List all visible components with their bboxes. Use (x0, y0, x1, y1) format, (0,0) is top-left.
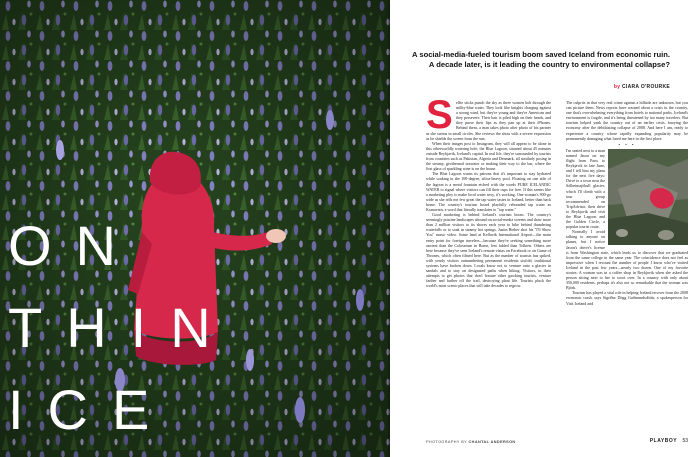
body-paragraph: Normally I avoid talking to anyone on planes, but I notice Jason's driver's license is from Washington state, which leads us to discover that we graduated from the same college in the same year. The coincidence does not feel as impressive when I recount the number of people I know who've visited Iceland in the past few years—nearly two dozen. One of my favorite stories: A woman was in a coffee shop in Reykjavik when she asked the person sitting next to her to scoot over. In a country with only about 350,000 residents, perhaps it's also not so remarkable that the woman was Björk. (566, 229, 688, 291)
body-paragraph: The culprits in that very real crime against a hillside are unknown, but you can picture them. News reports have warned about a crisis in the country, one that's overwhelming everything from hotels to national parks. Iceland's environment is fragile, and it's being threatened by too many travelers. But tourism helped yank the country out of an earlier crisis, buoying the economy after the debilitating collapse of 2008. And here I am, ready to experience a country whose rapidly expanding popularity may be permanently damaging what lured me here in the first place. (566, 100, 688, 141)
body-paragraph: Tourism has played a vital role in helping Iceland recover from the 2008 economic crash, says Sigríður Dögg Guðmundsdóttir, a spokesperson for Visit Iceland and (566, 290, 688, 306)
title-line-1: ON (8, 214, 140, 277)
body-paragraph: Good marketing is behind Iceland's tourism boom. The country's seemingly pristine landscapes abound on social-media screens and draw more than 2 million visitors to its shores each year to hike behind thundering waterfalls or to soak in steamy hot springs. Justin Bieber shot his "I'll Show You" music video. Some land at Keflavik International Airport—the main entry point for foreign travelers—because they're seeking something more ancient than the Colosseum in Rome, less fabled than Tolkien. Others are here because they've seen Iceland's remote vistas on Facebook or on Game of Thrones, which often filmed here. But as the number of tourists has spiked, with yearly visitors outnumbering permanent residents sixfold, traditional systems have broken down. Locals know not to venture onto a glacier in sandals and to stay on designated paths when hiking. Visitors, in their attempts to get photos that don't feature other gawking tourists, venture farther and farther off the trail, destroying plant life. Tourists pluck the world's most scenic places that will take decades to regrow. (426, 212, 551, 289)
byline-author: CIARA O'ROURKE (622, 84, 670, 90)
byline (490, 84, 670, 90)
page-folio (650, 438, 688, 444)
inset-photo-rocks-and-red-figure (608, 149, 688, 245)
body-column-right (566, 100, 688, 306)
title-line-3: ICE (8, 378, 174, 441)
photo-credit (426, 440, 516, 444)
body-paragraph: When their images post to Instagram, they will all appear to be alone in this otherworldly watering hole, the Blue Lagoon, situated about 45 minutes outside Reykjavik, Iceland's capital. In real life, they're surrounded by tourists from countries such as Pakistan, Algeria and Denmark, all similarly posing in the steamy, geothermal seawater or making their way to the bar, where the first glass of sparkling wine is on the house. (426, 140, 551, 172)
byline-prefix: by (613, 84, 621, 90)
magazine-brand: PLAYBOY (649, 438, 678, 444)
body-paragraph: I'm seated next to a man named Jason on my flight from Paris to Reykjavik in late June, and I tell him my plans for the next five days: Drive to a town near the Sólheimajökull glacier, which I'll climb with a tour group recommended on TripAdvisor, then drive to Reykjavik and visit the Blue Lagoon and the Golden Circle, a popular tourist route. (566, 147, 605, 230)
body-column-left (426, 93, 551, 289)
article-deck: A social-media-fueled tourism boom saved Iceland from economic ruin. A decade later, is it leading the country to environmental collapse? (412, 50, 670, 69)
photo-credit-label: PHOTOGRAPHY BY (426, 440, 468, 444)
title-line-2: THIN (8, 296, 235, 359)
body-paragraph: elfie sticks punch the sky as three women bob through the milky-blue water. They look like knights charging against a strong wind, but they're young and they're American and they persevere. Their hair is piled high on their heads, and they purse their lips as they pan up at their iPhones. Behind them, a man takes photo after photo of his partner as she swims in small circles. She reviews the shots with a severe expression as he shields the screen from the sun. (426, 100, 551, 141)
drop-cap: S (426, 93, 453, 137)
body-paragraph: The Blue Lagoon warns its patrons that it's important to stay hydrated while soaking in the 100-degree, silica-heavy pool. Floating on one side of the lagoon is a metal fountain etched with the words PURE ICELANDIC WATER to signal where visitors can fill their cups for free. If this seems like a marketing ploy to make local water sexy, it's working. One woman's 900-go wide as she tells me few great the tap water tastes in Iceland, better than back home. The country's tourism board playfully rebranded tap water as Kranavatn, a word that literally translates to "tap water." (426, 171, 551, 212)
page-number: 53 (682, 438, 688, 444)
article-page (390, 0, 700, 457)
section-break-ornament: • • • (618, 141, 636, 147)
photo-credit-name: CHANTAL ANDERSON (468, 440, 516, 444)
